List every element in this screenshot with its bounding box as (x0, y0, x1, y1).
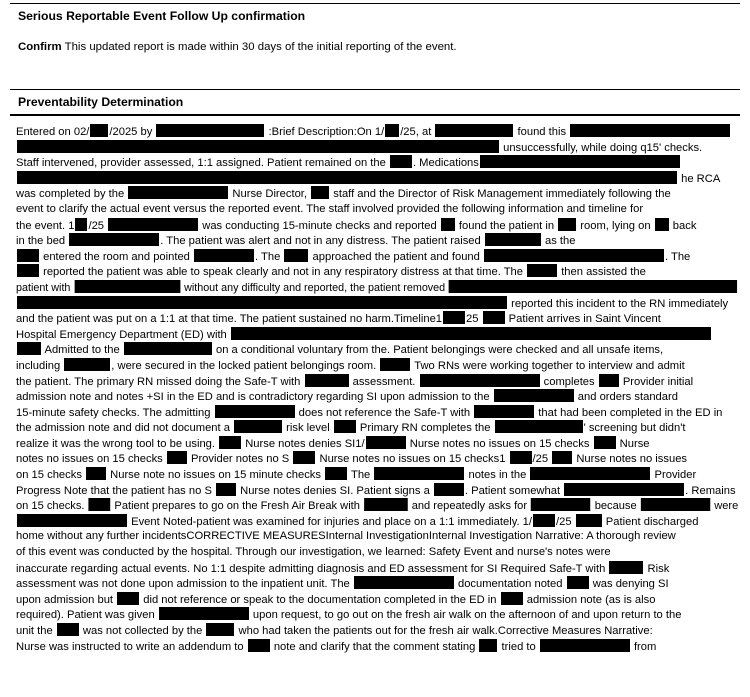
narrative-line (16, 140, 738, 156)
narrative-line (16, 358, 738, 374)
redaction-block (74, 280, 180, 293)
narrative-text: /25 (532, 453, 552, 466)
redaction-block (501, 592, 523, 605)
redaction-block (599, 374, 619, 387)
redaction-block (443, 311, 465, 324)
followup-heading: Serious Reportable Event Follow Up confirmation (18, 9, 306, 23)
redaction-block (530, 467, 650, 480)
redaction-block (215, 405, 295, 418)
redaction-block (483, 311, 505, 324)
narrative-text: Nurse notes denies SI1/ (242, 437, 365, 450)
narrative-text: that had been completed in the ED in (535, 406, 723, 419)
redaction-block (234, 420, 282, 433)
redaction-block (533, 514, 555, 527)
narrative-line (16, 607, 738, 623)
redaction-block (531, 498, 591, 511)
narrative-line (16, 374, 738, 390)
redaction-block (564, 483, 684, 496)
top-rule (10, 3, 740, 4)
narrative-text: Nurse (616, 437, 650, 450)
redaction-block (284, 249, 308, 262)
narrative-text: completes (540, 375, 598, 388)
redaction-block (17, 171, 677, 184)
redaction-block (390, 155, 412, 168)
redaction-block (474, 405, 534, 418)
redaction-block (552, 451, 572, 464)
redaction-block (231, 327, 711, 340)
narrative-text: 15-minute safety checks. The admitting (16, 406, 214, 419)
narrative-text: found this (514, 126, 570, 138)
redaction-block (75, 218, 87, 231)
narrative-line (16, 436, 738, 452)
redaction-block (206, 623, 234, 636)
narrative-text: Nurse notes no issues on 15 checks (406, 437, 593, 450)
narrative-text: who had taken the patients out for the fresh air walk.Corrective Measures Narrative: (235, 625, 653, 637)
narrative-text: assessment. (349, 375, 419, 388)
narrative-line (16, 186, 738, 202)
narrative-text: tried to (498, 640, 539, 653)
narrative-line (16, 592, 738, 608)
narrative-text: Entered on 02/ (16, 126, 90, 138)
narrative-text: patient with (16, 281, 74, 294)
narrative-text: required). Patient was given (16, 609, 158, 622)
narrative-line (16, 233, 738, 249)
narrative-text: :Brief Description:On 1/ (265, 126, 385, 138)
narrative-text: without any difficulty and reported, the patient removed (181, 281, 449, 294)
narrative-line (16, 311, 738, 327)
redaction-block (480, 155, 680, 168)
narrative-line (16, 405, 738, 421)
confirm-text: This updated report is made within 30 days of the initial reporting of the event. (64, 41, 457, 53)
narrative-text: documentation noted (454, 578, 566, 591)
narrative-line (16, 296, 738, 312)
preventability-heading: Preventability Determination (18, 95, 184, 109)
narrative-text: realize it was the wrong tool to be using. (16, 437, 219, 450)
narrative-text: Nurse notes no issues (573, 453, 688, 466)
redaction-block (17, 140, 499, 153)
narrative-text: back (669, 219, 697, 232)
narrative-line (16, 576, 738, 592)
redaction-block (159, 607, 249, 620)
narrative-line (16, 202, 738, 218)
redaction-block (558, 218, 576, 231)
redaction-block (364, 498, 408, 511)
redaction-block (108, 218, 198, 231)
narrative-text: Primary RN completes the (356, 422, 494, 435)
narrative-text: room, lying on (577, 219, 654, 232)
narrative-text: Risk (644, 562, 670, 575)
redaction-block (479, 639, 497, 652)
redaction-block (64, 358, 110, 371)
narrative-text: Progress Note that the patient has no S (16, 484, 216, 497)
redaction-block (17, 296, 507, 309)
redaction-block (385, 124, 399, 137)
narrative-text: including (16, 359, 64, 372)
redaction-block (167, 451, 187, 464)
narrative-line (16, 249, 738, 265)
narrative-text: inaccurate regarding actual events. No 1:1 despite admitting diagnosis and ED assessment for SI Required Safe-T with (16, 562, 609, 575)
narrative-text: on 15 checks. (16, 500, 88, 513)
narrative-text: /25 (556, 515, 575, 528)
redaction-block (57, 623, 79, 636)
narrative-text: Patient arrives in Saint Vincent (505, 313, 661, 326)
narrative-text: was conducting 15-minute checks and reported (199, 219, 440, 232)
redaction-block (194, 249, 254, 262)
narrative-text: from (630, 640, 657, 653)
narrative-text: were (711, 500, 739, 513)
narrative-text: ' screening but didn't (583, 422, 686, 435)
narrative-text: on a conditional voluntary from the. Patient belongings were checked and all unsafe items, (212, 344, 664, 357)
redaction-block (609, 561, 643, 574)
narrative-text: unit the (16, 625, 56, 637)
narrative-text: home without any further incidentsCORRECTIVE MEASURESInternal InvestigationInternal Investigation Narrative: A thorough review (16, 530, 676, 543)
narrative-text: he RCA (678, 172, 721, 185)
redaction-block (117, 592, 139, 605)
redaction-block (354, 576, 454, 589)
narrative-text: event to clarify the actual event versus the reported event. The staff involved provided the following information and timeline for (16, 202, 644, 215)
narrative-text: Nurse was instructed to write an addendum to (16, 640, 247, 653)
narrative-text: risk level (283, 422, 333, 435)
narrative-text: the admission note and did not document a (16, 422, 234, 435)
narrative-text: upon admission but (16, 593, 117, 606)
narrative-text: Staff intervened, provider assessed, 1:1 assigned. Patient remained on the (16, 157, 389, 170)
narrative-text: /25, at (400, 126, 435, 138)
redaction-block (655, 218, 669, 231)
narrative-line (16, 218, 738, 234)
narrative-text: . The (255, 250, 284, 263)
narrative-text: Patient prepares to go on the Fresh Air Break with (111, 500, 363, 513)
redaction-block (510, 451, 532, 464)
narrative-text: . The (664, 250, 691, 263)
narrative-text: Nurse note no issues on 15 minute checks (107, 469, 325, 482)
narrative-text: unsuccessfully, while doing q15' checks. (500, 141, 703, 154)
redaction-block (17, 514, 127, 527)
narrative-text: found the patient in (455, 219, 558, 232)
narrative-line (16, 280, 710, 296)
narrative-text: /2025 by (109, 126, 156, 138)
narrative-text: upon request, to go out on the fresh air walk on the afternoon of and upon return to the (249, 609, 682, 622)
narrative-line (16, 561, 738, 577)
redaction-block (216, 483, 236, 496)
redaction-block (311, 186, 329, 199)
confirm-statement (18, 41, 457, 53)
redaction-block (89, 498, 111, 511)
narrative-text: The (348, 469, 374, 482)
narrative-text: as the (541, 235, 576, 248)
narrative-text: Nurse Director, (229, 188, 311, 201)
redaction-block (570, 124, 730, 137)
narrative-text: was denying SI (589, 578, 669, 591)
narrative-text: Provider notes no S (187, 453, 293, 466)
preventability-rule (10, 114, 740, 116)
redaction-block (449, 280, 737, 293)
narrative-line (16, 467, 738, 483)
narrative-text: Provider initial (619, 375, 694, 388)
section-divider (10, 89, 740, 90)
redaction-block (17, 342, 41, 355)
narrative-text: admission note (as is also (523, 593, 656, 606)
redaction-block (495, 420, 583, 433)
narrative-text: was not collected by the (79, 625, 206, 637)
narrative-line (16, 529, 738, 545)
narrative-text: does not reference the Safe-T with (295, 406, 474, 419)
narrative-line (16, 389, 738, 405)
narrative-text: the event. 1 (16, 219, 75, 232)
narrative-text: and the patient was put on a 1:1 at that time. The patient sustained no harm.Timeline1 (16, 313, 443, 326)
narrative-text: approached the patient and found (309, 250, 483, 263)
redaction-block (334, 420, 356, 433)
narrative-text: notes in the (465, 469, 530, 482)
narrative-text: , were secured in the locked patient belongings room. (111, 359, 380, 372)
narrative-text: on 15 checks (16, 469, 86, 482)
narrative-text: did not reference or speak to the documentation completed in the ED in (140, 593, 500, 606)
narrative-text: assessment was not done upon admission to the inpatient unit. The (16, 578, 353, 591)
narrative-line (16, 639, 738, 655)
redaction-block (124, 342, 212, 355)
narrative-line (16, 155, 738, 171)
narrative-text: of this event was conducted by the hospital. Through our investigation, we learned: Safety Event and nurse's notes were (16, 546, 611, 559)
redaction-block (576, 514, 602, 527)
narrative-text: reported this incident to the RN immediately (508, 297, 729, 310)
narrative-text: and orders standard (574, 391, 678, 404)
narrative-text: Event Noted-patient was examined for injuries and place on a 1:1 immediately. 1/ (128, 515, 533, 528)
narrative-line (16, 545, 738, 561)
narrative-text: Provider (651, 469, 697, 482)
redaction-block (420, 374, 540, 387)
redaction-block (293, 451, 315, 464)
narrative-text: and repeatedly asks for (408, 500, 531, 513)
narrative-text: . Medications (412, 157, 479, 170)
redaction-block (567, 576, 589, 589)
narrative-text: entered the room and pointed (40, 250, 194, 263)
narrative-text: in the bed (16, 235, 69, 248)
narrative-line (16, 342, 738, 358)
narrative-line (16, 327, 738, 343)
confirm-label: Confirm (18, 41, 62, 53)
redaction-block (325, 467, 347, 480)
redaction-block (641, 498, 710, 511)
redaction-block (441, 218, 455, 231)
narrative-text: . The patient was alert and not in any distress. The patient raised (160, 235, 484, 248)
redaction-block (156, 124, 264, 137)
narrative-line (16, 420, 738, 436)
redaction-block (69, 233, 159, 246)
narrative-text: Nurse notes no issues on 15 checks1 (316, 453, 509, 466)
narrative-text: because (591, 500, 640, 513)
redaction-block (248, 639, 270, 652)
narrative-line (16, 124, 738, 140)
narrative-text: Nurse notes denies SI. Patient signs a (237, 484, 433, 497)
narrative-text: Two RNs were working together to interview and admit (411, 359, 685, 372)
narrative-text: then assisted the (558, 266, 646, 279)
redaction-block (594, 436, 616, 449)
redaction-block (17, 249, 39, 262)
redaction-block (380, 358, 410, 371)
narrative-line (16, 623, 738, 639)
narrative-text: /25 (88, 219, 108, 232)
narrative-text: . Remains (685, 484, 736, 497)
narrative-text: reported the patient was able to speak clearly and not in any respiratory distress at that time. The (40, 266, 527, 279)
narrative-text: notes no issues on 15 checks (16, 453, 166, 466)
narrative-line (16, 451, 738, 467)
redaction-block (434, 483, 464, 496)
redaction-block (86, 467, 106, 480)
redaction-block (527, 264, 557, 277)
narrative-text: . Patient somewhat (464, 484, 564, 497)
narrative-text: Admitted to the (42, 344, 123, 357)
redaction-block (484, 249, 664, 262)
redaction-block (17, 264, 39, 277)
narrative-line (16, 264, 738, 280)
redaction-block (435, 124, 513, 137)
redaction-block (540, 639, 630, 652)
redaction-block (485, 233, 541, 246)
narrative-text: note and clarify that the comment stating (270, 640, 479, 653)
redaction-block (366, 436, 406, 449)
narrative-text: the patient. The primary RN missed doing the Safe-T with (16, 375, 304, 388)
narrative-text: 25 (466, 313, 482, 326)
redaction-block (374, 467, 464, 480)
narrative-line (16, 483, 738, 499)
narrative-text: Patient discharged (602, 515, 699, 528)
redaction-block (90, 124, 108, 137)
narrative-text: Hospital Emergency Department (ED) with (16, 328, 230, 341)
narrative-line (16, 514, 738, 530)
redaction-block (219, 436, 241, 449)
narrative-text: was completed by the (16, 188, 128, 201)
narrative-text: admission note and notes +SI in the ED and is contradictory regarding SI upon admission to the (16, 391, 493, 404)
narrative-text: staff and the Director of Risk Management immediately following the (330, 188, 671, 201)
narrative-line (16, 498, 739, 514)
redaction-block (494, 389, 574, 402)
narrative-line (16, 171, 738, 187)
redaction-block (305, 374, 349, 387)
preventability-narrative (16, 124, 738, 654)
redaction-block (128, 186, 228, 199)
